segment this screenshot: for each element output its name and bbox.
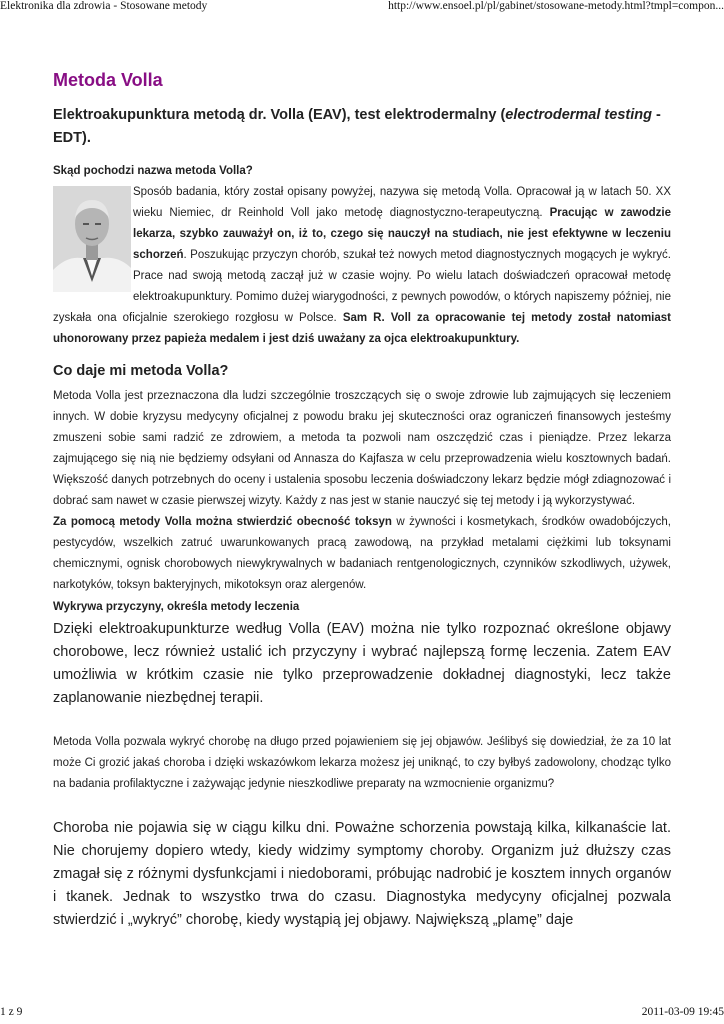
section-heading-causes: Wykrywa przyczyny, określa metody leczenia: [53, 601, 300, 613]
origin-text-a: Sposób badania, który został opisany powyżej, nazywa się metodą Volla. Opracował ją w latach 50. XX wieku Niemiec, dr Reinhold Voll jako metodę diagnostyczno-terapeutyczną.: [133, 186, 671, 219]
origin-bold-b: Sam R. Voll za opracowanie tej metody został natomiast uhonorowany przez papieża medalem i jest dziś uważany za ojca elektroakupunktury.: [53, 312, 671, 345]
toxins-text: w żywności i kosmetykach, środków owadobójczych, pestycydów, wszelkich zatruć uwarunkowanych pracą zawodową, na przykład metalami ciężkimi lub toksynami chemicznymi, ognisk chorobowych niewykrywalnych w badaniach rentgenologicznych, czynników szkodliwych, używek, narkotyków, toksyn bakteryjnych, mikotoksyn oraz alergenów.: [53, 516, 671, 591]
subtitle-part-a: Elektroakupunktura metodą dr. Volla (EAV), test elektrodermalny (: [53, 107, 506, 123]
subtitle-part-b: - EDT).: [53, 107, 661, 146]
article-subtitle: [53, 104, 671, 150]
section-heading-benefits: Co daje mi metoda Volla?: [53, 363, 229, 379]
subtitle-italic: electrodermal testing: [505, 107, 652, 123]
paragraph-toxins: [53, 512, 671, 596]
print-header: [0, 0, 724, 16]
print-footer: [0, 1006, 724, 1022]
article: [53, 66, 671, 932]
print-header-url: http://www.ensoel.pl/pl/gabinet/stosowane-metody.html?tmpl=compon...: [388, 0, 724, 12]
paragraph-causes: Dzięki elektroakupunkturze według Volla (EAV) można nie tylko rozpoznać określone objawy chorobowe, lecz również ustalić ich przyczyny i wybrać najlepszą formę leczenia. Zatem EAV umożliwia w krótkim czasie nie tylko przeprowadzenie dokładnej diagnostyki, lecz także zaplanowanie niezbędnej terapii.: [53, 621, 671, 706]
page-counter: 1 z 9: [0, 1006, 23, 1018]
paragraph-benefits: Metoda Volla jest przeznaczona dla ludzi szczególnie troszczących się o swoje zdrowie lub zajmujących się leczeniem innych. W dobie kryzysu medycyny oficjalnej z powodu braku jej skuteczności oraz ograniczeń finansowych jesteśmy zmuszeni sobie sami radzić ze zdrowiem, a metoda ta pozwoli nam oszczędzić czas i pieniądze. Przez lekarza zajmującego się nią nie będziemy odsyłani od Annasza do Kajfasza w celu przeprowadzenia wielu kosztownych badań. Większość danych potrzebnych do oceny i ustalenia sposobu leczenia doświadczony lekarz będzie mógł zdiagnozować i dobrać sam nawet w czasie pierwszej wizyty. Każdy z nas jest w stanie nauczyć się tej metody i ją wykorzystywać.: [53, 390, 671, 507]
origin-bold-a: Pracując w zawodzie lekarza, szybko zauważył on, iż to, czego się nauczył na studiach, nie jest efektywne w leczeniu schorzeń: [133, 207, 672, 261]
toxins-bold: Za pomocą metody Volla można stwierdzić obecność toksyn: [53, 516, 392, 528]
section-heading-origin: Skąd pochodzi nazwa metoda Volla?: [53, 165, 253, 177]
portrait-photo: [53, 186, 131, 292]
portrait-image: [53, 186, 131, 292]
paragraph-origin: [53, 182, 671, 350]
page-title: Metoda Volla: [53, 70, 163, 90]
print-header-title: Elektronika dla zdrowia - Stosowane metody: [0, 0, 208, 12]
paragraph-prevention: Metoda Volla pozwala wykryć chorobę na długo przed pojawieniem się jej objawów. Jeślibyś się dowiedział, że za 10 lat może Ci grozić jakaś choroba i dzięki wskazówkom lekarza możesz jej uniknąć, to czy byłbyś zadowolony, chodząc tylko na badania profilaktyczne i zażywając jedynie nieszkodliwe preparaty na wzmocnienie organizmu?: [53, 736, 671, 790]
print-timestamp: 2011-03-09 19:45: [641, 1006, 724, 1018]
origin-text-b: . Poszukując przyczyn chorób, szukał też nowych metod diagnostycznych mogących je wykryć. Prace nad swoją metodą zaczął już w czasie wojny. Po wielu latach doświadczeń opracował metodę elektroakupunktury. Pomimo dużej wiarygodności, z pewnych powodów, o których napiszemy później, nie zyskała ona oficjalnie szerokiego rozgłosu w Polsce.: [53, 249, 671, 324]
paragraph-disease-development: Choroba nie pojawia się w ciągu kilku dni. Poważne schorzenia powstają kilka, kilkanaście lat. Nie chorujemy dopiero wtedy, kiedy widzimy symptomy choroby. Organizm już dłuższy czas zmagał się z różnymi dysfunkcjami i niedoborami, próbując nadrobić je kosztem innych organów i tkanek. Jednak to wszystko trwa do czasu. Diagnostyka medycyny oficjalnej pozwala stwierdzić i „wykryć” chorobę, kiedy wystąpią jej objawy. Największą „plamę” daje: [53, 820, 671, 928]
